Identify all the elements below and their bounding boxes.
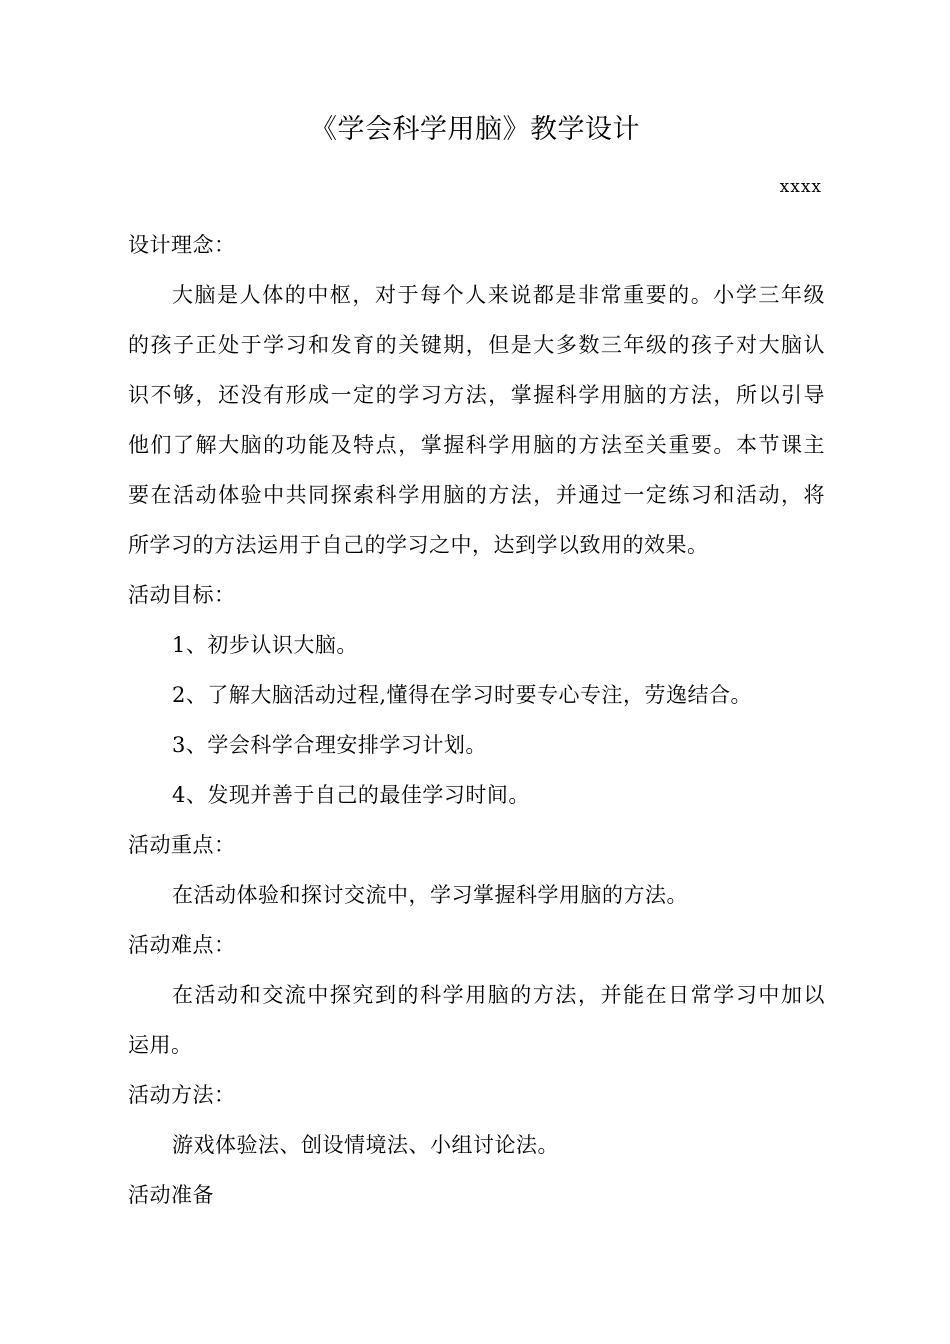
goal-item: 2、了解大脑活动过程,懂得在学习时要专心专注，劳逸结合。	[172, 683, 753, 707]
section-heading-method: 活动方法：	[128, 1083, 236, 1107]
paragraph-line: 他们了解大脑的功能及特点，掌握科学用脑的方法至关重要。本节课主	[128, 433, 825, 457]
document-body	[128, 220, 825, 1220]
author-name: xxxx	[779, 177, 822, 197]
key-point-text: 在活动体验和探讨交流中，学习掌握科学用脑的方法。	[172, 883, 688, 907]
paragraph-line: 的孩子正处于学习和发育的关键期，但是大多数三年级的孩子对大脑认	[128, 333, 825, 357]
section-heading-preparation: 活动准备	[128, 1183, 214, 1207]
paragraph-line: 大脑是人体的中枢，对于每个人来说都是非常重要的。小学三年级	[172, 283, 825, 307]
section-heading-difficulty: 活动难点：	[128, 933, 236, 957]
goal-item: 4、发现并善于自己的最佳学习时间。	[172, 783, 530, 807]
section-heading-key-point: 活动重点：	[128, 833, 236, 857]
paragraph-line: 要在活动体验中共同探索科学用脑的方法，并通过一定练习和活动，将	[128, 483, 825, 507]
difficulty-line: 在活动和交流中探究到的科学用脑的方法，并能在日常学习中加以	[172, 983, 825, 1007]
goal-item: 1、初步认识大脑。	[172, 633, 358, 657]
method-text: 游戏体验法、创设情境法、小组讨论法。	[172, 1133, 559, 1157]
paragraph-line: 识不够，还没有形成一定的学习方法，掌握科学用脑的方法，所以引导	[128, 383, 825, 407]
paragraph-line: 所学习的方法运用于自己的学习之中，达到学以致用的效果。	[128, 533, 709, 557]
section-heading-goals: 活动目标：	[128, 583, 236, 607]
document-title: 《学会科学用脑》教学设计	[310, 114, 640, 145]
goal-item: 3、学会科学合理安排学习计划。	[172, 733, 487, 757]
difficulty-line: 运用。	[128, 1033, 193, 1057]
section-heading-concept: 设计理念：	[128, 233, 236, 257]
